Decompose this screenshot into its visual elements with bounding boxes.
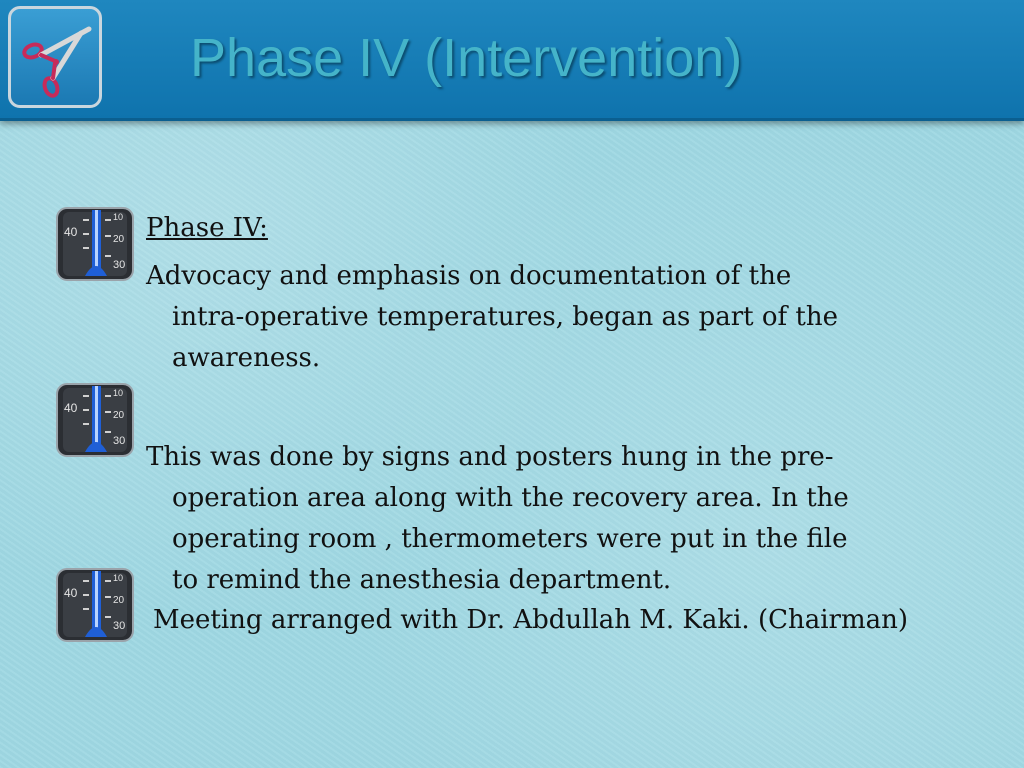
gauge-label: 10 [113, 573, 124, 583]
gauge-label: 40 [64, 225, 78, 239]
paragraph-line: operating room , thermometers were put in the file [172, 524, 848, 554]
thermometer-gauge-icon [55, 567, 135, 643]
gauge-label: 10 [113, 212, 124, 222]
section-heading: Phase IV: [146, 213, 268, 243]
gauge-label: 30 [113, 435, 126, 447]
page-title: Phase IV (Intervention) [190, 28, 743, 88]
title-bar [0, 0, 1024, 121]
gauge-label: 40 [64, 586, 78, 600]
scissors-icon [19, 23, 97, 99]
paragraph-line: awareness. [172, 343, 321, 373]
paragraph-line: intra-operative temperatures, began as part of the [172, 302, 838, 332]
thermometer-gauge-icon [55, 382, 135, 458]
gauge-label: 20 [113, 234, 125, 245]
gauge-label: 30 [113, 259, 126, 271]
paragraph-line: to remind the anesthesia department. [172, 565, 672, 595]
thermometer-gauge-icon [55, 206, 135, 282]
paragraph-line: This was done by signs and posters hung in the pre- [146, 442, 834, 472]
logo-box [8, 6, 102, 108]
gauge-label: 10 [113, 388, 124, 398]
paragraph-signs-posters [146, 437, 926, 601]
gauge-label: 40 [64, 401, 78, 415]
gauge-label: 30 [113, 620, 126, 632]
gauge-label: 20 [113, 595, 125, 606]
paragraph-meeting: Meeting arranged with Dr. Abdullah M. Kaki. (Chairman) [153, 605, 909, 635]
paragraph-line: operation area along with the recovery area. In the [172, 483, 849, 513]
gauge-label: 20 [113, 410, 125, 421]
paragraph-line: Advocacy and emphasis on documentation of the [146, 261, 792, 291]
paragraph-advocacy [146, 256, 906, 379]
